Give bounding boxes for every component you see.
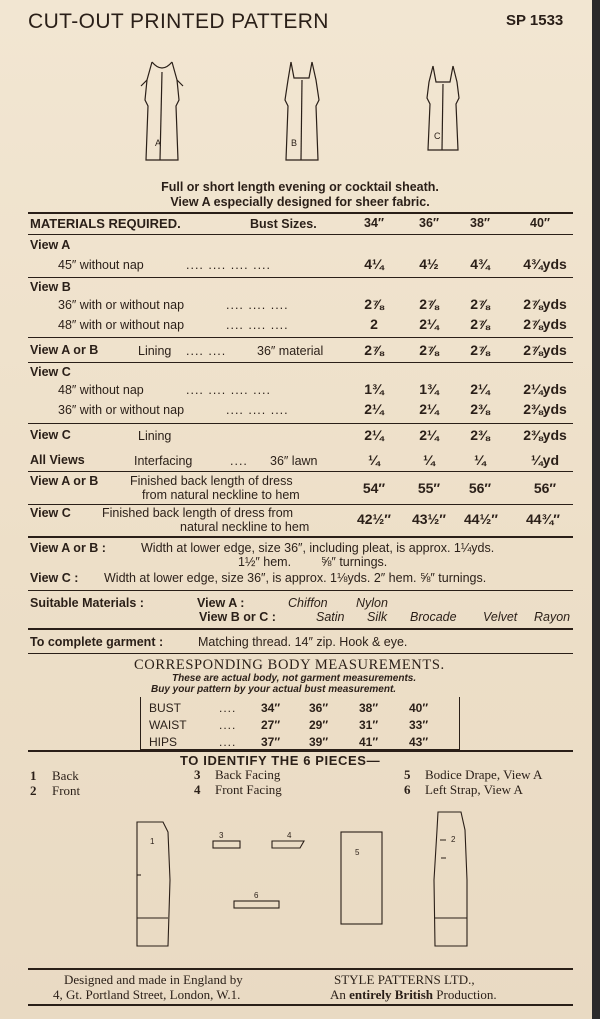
view-c-lining-value-36: 2¼ [419, 427, 439, 443]
lining-material: 36″ material [257, 344, 324, 358]
view-b-fabric-2: 48″ with or without nap [58, 318, 185, 332]
description-line-1: Full or short length evening or cocktail sheath. [161, 180, 439, 194]
back-length-c-line-2: natural neckline to hem [180, 520, 310, 534]
back-length-ab-label: View A or B [30, 474, 99, 488]
view-b2-value-38: 2⅞ [470, 316, 490, 332]
piece-name-bodice-drape: Bodice Drape, View A [425, 767, 543, 782]
view-b1-value-34: 2⅞ [364, 296, 384, 312]
hips-36: 39″ [309, 735, 329, 749]
fabric-nylon: Nylon [356, 596, 388, 610]
lining-label: Lining [138, 429, 172, 443]
lining-label: Lining [138, 344, 172, 358]
measurement-name: BUST [149, 701, 182, 715]
view-b-label: View B [30, 280, 71, 294]
back-length-ab-line-2: from natural neckline to hem [142, 488, 300, 502]
footer-production-bold: entirely British [349, 987, 434, 1002]
fabric-rayon: Rayon [534, 610, 571, 624]
view-ab-lining-value-34: 2⅞ [364, 342, 384, 358]
piece-name-left-strap: Left Strap, View A [425, 782, 523, 797]
size-40-heading: 40″ [530, 216, 550, 230]
bust-36: 36″ [309, 701, 329, 715]
view-a-label: View A [30, 238, 71, 252]
view-c-fabric-2: 36″ with or without nap [58, 403, 185, 417]
view-c-lining-value-38: 2⅜ [470, 427, 490, 443]
view-ab-lining-value-40: 2⅞yds [523, 342, 567, 358]
interfacing-material: 36″ lawn [270, 454, 318, 468]
bust-40: 40″ [409, 701, 429, 715]
width-note-c-label: View C : [30, 571, 79, 585]
rule [28, 1004, 573, 1006]
view-b1-value-40: 2⅞yds [523, 296, 567, 312]
view-c1-value-38: 2¼ [470, 381, 490, 397]
view-b2-value-36: 2¼ [419, 316, 439, 332]
body-measurements-note-2: Buy your pattern by your actual bust measurement. [151, 684, 397, 695]
interfacing-value-36: ¼ [423, 452, 435, 468]
piece-name-front-facing: Front Facing [215, 782, 282, 797]
width-note-ab-turnings: ⅝″ turnings. [321, 555, 388, 569]
leader-dots: .... [219, 718, 237, 732]
view-b2-value-34: 2 [370, 316, 378, 332]
back-length-c-value-40: 44¾″ [526, 511, 560, 527]
leader-dots: .... .... .... [226, 318, 289, 332]
view-a-value-38: 4¾ [470, 256, 490, 272]
view-a-value-34: 4¼ [364, 256, 384, 272]
back-length-c-label: View C [30, 506, 71, 520]
width-note-ab-hem: 1½″ hem. [238, 555, 292, 569]
piece-name-front: Front [52, 783, 81, 798]
view-c2-value-40: 2⅜yds [523, 401, 567, 417]
fabric-brocade: Brocade [410, 610, 457, 624]
leader-dots: .... [219, 735, 237, 749]
size-38-heading: 38″ [470, 216, 490, 230]
back-length-ab-value-36: 55″ [417, 480, 441, 496]
diagram-number-3: 3 [219, 831, 224, 840]
fabric-chiffon: Chiffon [288, 596, 328, 610]
view-b-sketch-label: B [291, 138, 298, 148]
waist-40: 33″ [409, 718, 429, 732]
view-a-value-36: 4½ [419, 256, 439, 272]
piece-number-6: 6 [404, 782, 411, 797]
body-measurements-title: CORRESPONDING BODY MEASUREMENTS. [134, 657, 445, 673]
width-note-ab-label: View A or B : [30, 541, 106, 555]
back-length-c-value-36: 43½″ [412, 511, 446, 527]
interfacing-value-40: ¼yd [530, 452, 559, 468]
fabric-velvet: Velvet [483, 610, 518, 624]
bust-34: 34″ [261, 701, 281, 715]
size-36-heading: 36″ [419, 216, 439, 230]
view-b1-value-38: 2⅞ [470, 296, 490, 312]
footer-production [330, 987, 497, 1003]
rule [28, 968, 573, 970]
suitable-materials-label: Suitable Materials : [30, 596, 144, 610]
piece-number-1: 1 [30, 768, 37, 783]
back-length-ab-value-34: 54″ [362, 480, 386, 496]
diagram-number-2: 2 [451, 835, 456, 844]
interfacing-label: Interfacing [134, 454, 193, 468]
waist-34: 27″ [261, 718, 281, 732]
view-c-lining-value-34: 2¼ [364, 427, 384, 443]
footer-address: 4, Gt. Portland Street, London, W.1. [53, 987, 241, 1002]
back-length-ab-value-40: 56″ [533, 480, 557, 496]
leader-dots: .... .... .... .... [186, 383, 271, 397]
body-measurements-note-1: These are actual body, not garment measurements. [172, 673, 417, 684]
measurement-name: HIPS [149, 735, 178, 749]
view-ab-lining-value-38: 2⅞ [470, 342, 490, 358]
waist-36: 29″ [309, 718, 329, 732]
leader-dots: .... .... [186, 344, 227, 358]
footer-designed-by: Designed and made in England by [64, 972, 243, 987]
leader-dots: .... .... .... .... [186, 258, 271, 272]
view-a-value-40: 4¾yds [523, 256, 567, 272]
diagram-number-5: 5 [355, 848, 360, 857]
all-views-label: All Views [30, 453, 85, 467]
back-length-ab-value-38: 56″ [468, 480, 492, 496]
page-title: CUT-OUT PRINTED PATTERN [28, 10, 329, 33]
leader-dots: .... [230, 454, 248, 468]
view-b1-value-36: 2⅞ [419, 296, 439, 312]
interfacing-value-38: ¼ [474, 452, 486, 468]
fabric-silk: Silk [367, 610, 388, 624]
hips-38: 41″ [359, 735, 379, 749]
view-ab-lining-label: View A or B [30, 343, 99, 357]
leader-dots: .... .... .... [226, 403, 289, 417]
piece-number-5: 5 [404, 767, 411, 782]
leader-dots: .... .... .... [226, 298, 289, 312]
piece-number-3: 3 [194, 767, 201, 782]
description-line-2: View A especially designed for sheer fabric. [170, 195, 430, 209]
complete-garment-label: To complete garment : [30, 635, 164, 649]
width-note-c-text: Width at lower edge, size 36″, is approx. 1⅛yds. 2″ hem. ⅝″ turnings. [104, 571, 487, 585]
size-34-heading: 34″ [364, 216, 384, 230]
measurement-name: WAIST [149, 718, 187, 732]
view-a-fabric: 45″ without nap [58, 258, 144, 272]
view-c2-value-36: 2¼ [419, 401, 439, 417]
diagram-number-6: 6 [254, 891, 259, 900]
back-length-c-value-38: 44½″ [464, 511, 498, 527]
suitable-view-bc-label: View B or C : [199, 610, 276, 624]
view-ab-lining-value-36: 2⅞ [419, 342, 439, 358]
back-length-ab-line-1: Finished back length of dress [130, 474, 293, 488]
view-c-lining-value-40: 2⅜yds [523, 427, 567, 443]
view-c-fabric-1: 48″ without nap [58, 383, 144, 397]
suitable-view-a-label: View A : [197, 596, 245, 610]
view-b2-value-40: 2⅞yds [523, 316, 567, 332]
view-b-fabric-1: 36″ with or without nap [58, 298, 185, 312]
view-a-sketch-label: A [155, 138, 162, 148]
interfacing-value-34: ¼ [368, 452, 380, 468]
view-c1-value-34: 1¾ [364, 381, 384, 397]
piece-number-4: 4 [194, 782, 201, 797]
pieces-title: TO IDENTIFY THE 6 PIECES— [180, 753, 381, 768]
hips-34: 37″ [261, 735, 281, 749]
view-c-label: View C [30, 365, 71, 379]
materials-heading: MATERIALS REQUIRED. [30, 216, 181, 231]
leader-dots: .... [219, 701, 237, 715]
view-c1-value-36: 1¾ [419, 381, 439, 397]
diagram-number-4: 4 [287, 831, 292, 840]
view-c2-value-34: 2¼ [364, 401, 384, 417]
width-note-ab-text: Width at lower edge, size 36″, including pleat, is approx. 1¼yds. [141, 541, 495, 555]
hips-40: 43″ [409, 735, 429, 749]
fabric-satin: Satin [316, 610, 345, 624]
pattern-number: SP 1533 [506, 12, 564, 29]
piece-number-2: 2 [30, 783, 37, 798]
bust-38: 38″ [359, 701, 379, 715]
back-length-c-line-1: Finished back length of dress from [102, 506, 294, 520]
piece-name-back-facing: Back Facing [215, 767, 281, 782]
view-c-lining-label: View C [30, 428, 71, 442]
piece-name-back: Back [52, 768, 79, 783]
back-length-c-value-34: 42½″ [357, 511, 391, 527]
diagram-number-1: 1 [150, 837, 155, 846]
footer-company: STYLE PATTERNS LTD., [334, 972, 475, 987]
bust-sizes-heading: Bust Sizes. [250, 217, 317, 231]
footer-production-pre: An [330, 987, 346, 1002]
view-c1-value-40: 2¼yds [523, 381, 567, 397]
complete-garment-text: Matching thread. 14″ zip. Hook & eye. [198, 635, 408, 649]
view-c2-value-38: 2⅜ [470, 401, 490, 417]
view-c-sketch-label: C [434, 131, 441, 141]
waist-38: 31″ [359, 718, 379, 732]
footer-production-post: Production. [436, 987, 497, 1002]
